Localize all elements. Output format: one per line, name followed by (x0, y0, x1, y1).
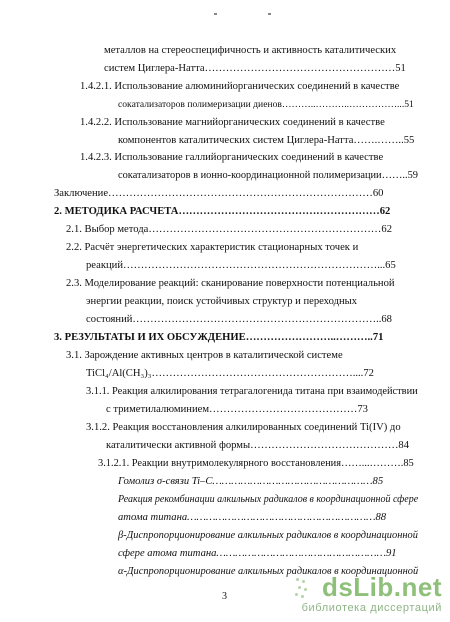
toc-line: Заключение…………………………………………………………………60 (54, 188, 384, 199)
toc-line: каталитически активной формы……………………………………84 (106, 440, 410, 451)
toc-section-heading: 2. МЕТОДИКА РАСЧЕТА…………………………………………………62 (54, 206, 391, 217)
toc-line: TiCl₄/Al(CH₃)₃…………………………………………………....72 (86, 368, 374, 379)
toc-line: реакций………………………………………………………………...65 (86, 260, 396, 271)
toc-line-italic: Гомолиз σ-связи Ti–C……………………………………………85 (118, 476, 384, 487)
watermark-subtitle: библиотека диссертаций (301, 602, 442, 614)
toc-line: металлов на стереоспецифичность и активность каталитических (104, 45, 397, 56)
page-number: 3 (222, 591, 227, 602)
toc-line: 1.4.2.2. Использование магнийорганических соединений в качестве (80, 117, 385, 128)
toc-line-italic: сфере атома титана………………………………………………91 (118, 548, 397, 559)
toc-line: 3.1. Зарождение активных центров в каталитической системе (66, 350, 343, 361)
toc-line: энергии реакции, поиск устойчивых структур и переходных (86, 296, 358, 307)
toc-line: 1.4.2.1. Использование алюминийорганических соединений в качестве (80, 81, 400, 92)
toc-line: компонентов каталитических систем Циглера-Натта…….……..55 (118, 135, 415, 146)
toc-line-italic: Реакция рекомбинации алкильных радикалов в координационной сфере (118, 494, 419, 505)
toc-line: 2.1. Выбор метода…………………………………………………………62 (66, 224, 392, 235)
watermark (292, 572, 442, 616)
toc-line: 3.1.2.1. Реакции внутримолекулярного восстановления……...……….85 (98, 458, 414, 469)
toc-line: с триметилалюминием……………………………………73 (106, 404, 368, 415)
watermark-dots-icon (294, 576, 308, 600)
toc-line: сокатализаторов полимеризации диенов………..………..……………...51 (118, 99, 414, 110)
toc-section-heading: 3. РЕЗУЛЬТАТЫ И ИХ ОБСУЖДЕНИЕ……………………..………..71 (54, 332, 384, 343)
scan-dot (214, 13, 217, 15)
scan-dot (268, 13, 271, 15)
toc-line-italic: атома титана……………………………………………………88 (118, 512, 387, 523)
toc-line: 2.2. Расчёт энергетических характеристик стационарных точек и (66, 242, 359, 253)
toc-line: 3.1.1. Реакция алкилирования тетрагалогенида титана при взаимодействии (86, 386, 418, 397)
toc-line: 1.4.2.3. Использование галлийорганических соединений в качестве (80, 152, 384, 163)
toc-line: сокатализаторов в ионно-координационной полимеризации……..59 (118, 170, 418, 181)
toc-line-italic: β-Диспропорционирование алкильных радикалов в координационной (118, 530, 418, 541)
toc-line: 2.3. Моделирование реакций: сканирование поверхности потенциальной (66, 278, 395, 289)
toc-line: систем Циглера-Натта………………………………………………51 (104, 63, 406, 74)
toc-line: состояний……………………………………………………………..68 (86, 314, 392, 325)
toc-line-italic: α-Диспропорционирование алкильных радикалов в координационной (118, 566, 419, 577)
toc-line: 3.1.2. Реакция восстановления алкилированных соединений Ti(IV) до (86, 422, 401, 433)
watermark-logo: dsLib.net (321, 572, 442, 602)
